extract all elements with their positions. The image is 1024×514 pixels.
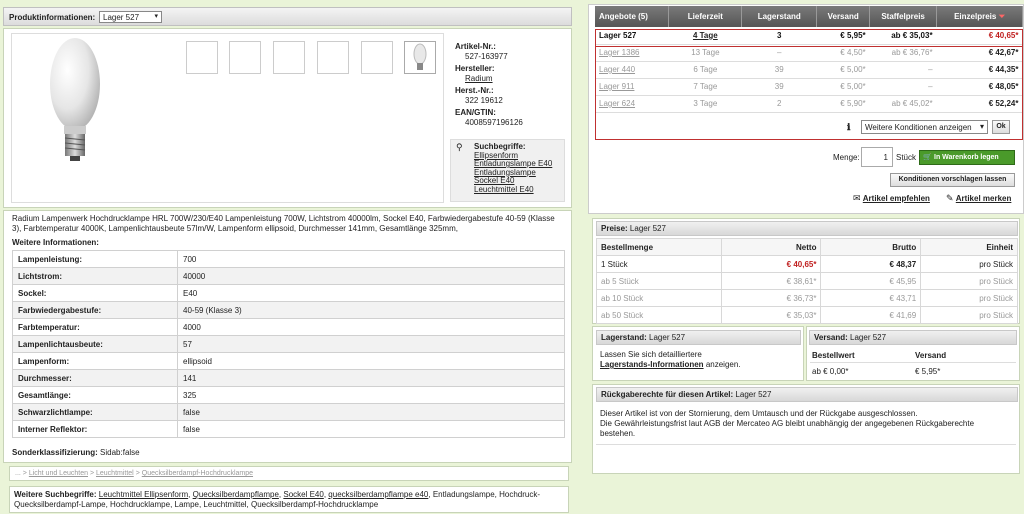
spec-key: Gesamtlänge: xyxy=(13,387,178,404)
spec-value: 325 xyxy=(178,387,565,404)
rueckgabe-title-bold: Rückgaberechte für diesen Artikel: xyxy=(601,390,734,399)
suchbegriff-link[interactable]: Entladungslampe E40 xyxy=(474,159,553,168)
offers-header[interactable]: Versand xyxy=(817,6,870,27)
rueckgabe-line2: Die Gewährleistungsfrist laut AGB der Mercateo AG bleibt unabhängig der angegebenen Rückgaberechte bestehen. xyxy=(600,419,975,438)
offer-staffelpreis: ab € 35,03* xyxy=(870,27,937,44)
spec-value: E40 xyxy=(178,285,565,302)
price-menge: ab 5 Stück xyxy=(597,273,722,290)
thumbnail[interactable] xyxy=(186,41,218,74)
weitere-such-link[interactable]: Quecksilberdampflampe xyxy=(192,490,279,499)
weitere-such-link[interactable]: Sockel E40 xyxy=(283,490,324,499)
thumbnail[interactable] xyxy=(229,41,261,74)
lamp-thumb-icon xyxy=(405,42,435,73)
price-row xyxy=(597,307,1018,324)
price-netto: € 40,65* xyxy=(721,256,821,273)
lamp-image xyxy=(45,34,105,164)
suchbegriffe-label: Suchbegriffe: xyxy=(474,142,526,151)
rueckgabe-line1: Dieser Artikel ist von der Stornierung, dem Umtausch und der Rückgabe ausgeschlossen. xyxy=(600,409,918,418)
offer-versand: € 5,90* xyxy=(817,95,870,112)
prices-header: Bestellmenge xyxy=(597,239,722,256)
offer-lagerstand: – xyxy=(742,44,817,61)
herst-nr-label: Herst.-Nr.: xyxy=(455,86,494,95)
weitere-such-separator: , xyxy=(428,490,431,499)
ok-button[interactable]: Ok xyxy=(992,120,1010,134)
thumbnail[interactable] xyxy=(361,41,393,74)
offer-versand: € 5,00* xyxy=(817,61,870,78)
search-icon: ⚲ xyxy=(456,142,463,152)
spec-key: Lampenleistung: xyxy=(13,251,178,268)
offer-einzelpreis: € 48,05* xyxy=(937,78,1023,95)
weitere-such-separator: , xyxy=(278,490,282,499)
spec-row xyxy=(13,387,565,404)
spec-value: 700 xyxy=(178,251,565,268)
thumbnail-lamp[interactable] xyxy=(404,41,436,74)
weitere-such-link[interactable]: quecksilberdampflampe e40 xyxy=(328,490,429,499)
spec-row xyxy=(13,319,565,336)
offer-lieferzeit: 3 Tage xyxy=(669,95,742,112)
lagerstand-text1: Lassen Sie sich detailliertere xyxy=(600,350,702,359)
envelope-icon: ✉ xyxy=(853,193,861,203)
offer-lieferzeit: 13 Tage xyxy=(669,44,742,61)
rueckgabe-text xyxy=(600,409,1010,439)
weitere-suchbegriffe xyxy=(9,486,569,513)
sort-down-icon: ⏷ xyxy=(998,11,1005,21)
offer-name-link[interactable]: Lager 440 xyxy=(599,65,636,74)
offer-lagerstand: 39 xyxy=(742,78,817,95)
spec-table xyxy=(12,250,565,438)
spec-value: 4000 xyxy=(178,319,565,336)
spec-key: Sockel: xyxy=(13,285,178,302)
suchbegriff-link[interactable]: Ellipsenform xyxy=(474,150,519,160)
offers-header-label: Einzelpreis xyxy=(954,11,997,21)
offers-header[interactable]: Lagerstand xyxy=(742,6,817,27)
price-menge: ab 50 Stück xyxy=(597,307,722,324)
price-menge: 1 Stück xyxy=(597,256,722,273)
offer-lieferzeit: 6 Tage xyxy=(669,61,742,78)
spec-row xyxy=(13,302,565,319)
konditionen-select-value: Weitere Konditionen anzeigen xyxy=(865,123,972,132)
chevron-down-icon: ▾ xyxy=(979,122,984,131)
artikel-nr-label: Artikel-Nr.: xyxy=(455,42,496,51)
price-netto: € 36,73* xyxy=(721,290,821,307)
breadcrumb-separator: > xyxy=(135,470,140,477)
menge-input[interactable]: 1 xyxy=(861,147,893,167)
spec-key: Durchmesser: xyxy=(13,370,178,387)
produktinfo-select[interactable] xyxy=(99,11,162,23)
price-einheit: pro Stück xyxy=(921,256,1018,273)
prices-title xyxy=(596,221,1018,236)
offer-lagerstand: 2 xyxy=(742,95,817,112)
prices-title-rest: Lager 527 xyxy=(629,224,666,233)
merken-link-wrap xyxy=(946,193,1011,204)
offers-header[interactable]: Angebote (5) xyxy=(595,6,669,27)
offer-versand: € 5,95* xyxy=(817,27,870,44)
lagerstand-title-bold: Lagerstand: xyxy=(601,333,647,342)
cart-icon: 🛒 xyxy=(923,154,932,161)
price-brutto: € 41,69 xyxy=(821,307,921,324)
suchbegriffe-box xyxy=(450,139,565,202)
konditionen-select[interactable] xyxy=(861,120,988,134)
artikel-nr: 527-163977 xyxy=(465,51,508,61)
offer-lagerstand: 3 xyxy=(742,27,817,44)
spec-key: Interner Reflektor: xyxy=(13,421,178,438)
prices-header: Brutto xyxy=(821,239,921,256)
lagerstand-title xyxy=(596,330,801,345)
offer-staffelpreis: – xyxy=(870,61,937,78)
rueckgabe-title-rest: Lager 527 xyxy=(735,390,772,399)
produktinfo-label: Produktinformationen: xyxy=(9,13,96,22)
breadcrumb-link[interactable]: Quecksilberdampf-Hochdrucklampe xyxy=(141,470,254,477)
versand-value: € 5,95* xyxy=(915,367,941,376)
spec-value: 40000 xyxy=(178,268,565,285)
artikel-empfehlen-link[interactable]: Artikel empfehlen xyxy=(862,194,930,203)
price-menge: ab 10 Stück xyxy=(597,290,722,307)
prices-header: Einheit xyxy=(921,239,1018,256)
herst-nr: 322 19612 xyxy=(465,95,503,105)
offer-versand: € 5,00* xyxy=(817,78,870,95)
spec-value: false xyxy=(178,421,565,438)
spec-row xyxy=(13,268,565,285)
price-row xyxy=(597,256,1018,273)
spec-key: Lampenlichtausbeute: xyxy=(13,336,178,353)
spec-key: Lampenform: xyxy=(13,353,178,370)
offer-staffelpreis: – xyxy=(870,78,937,95)
spec-key: Farbtemperatur: xyxy=(13,319,178,336)
weitere-such-separator: , xyxy=(323,490,327,499)
ean-label: EAN/GTIN: xyxy=(455,108,496,117)
spec-key: Farbwiedergabestufe: xyxy=(13,302,178,319)
hersteller-label: Hersteller: xyxy=(455,64,495,73)
thumbnail[interactable] xyxy=(273,41,305,74)
hersteller-link[interactable]: Radium xyxy=(465,73,493,83)
weitere-such-link[interactable]: Leuchtmittel Ellipsenform xyxy=(98,490,189,499)
offer-lieferzeit: 7 Tage xyxy=(669,78,742,95)
price-netto: € 38,61* xyxy=(721,273,821,290)
info-icon[interactable]: ℹ xyxy=(847,122,851,132)
breadcrumb-separator: > xyxy=(89,470,95,477)
offer-einzelpreis: € 42,67* xyxy=(937,44,1023,61)
versand-title-bold: Versand: xyxy=(814,333,848,342)
spec-row xyxy=(13,353,565,370)
sonder-value: Sidab:false xyxy=(100,448,140,457)
versand-header-bestellwert: Bestellwert xyxy=(812,351,855,360)
breadcrumb-link[interactable]: Leuchtmittel xyxy=(96,470,134,477)
spec-key: Lichtstrom: xyxy=(13,268,178,285)
spec-key: Schwarzlichtlampe: xyxy=(13,404,178,421)
empfehlen-link-wrap xyxy=(853,193,930,204)
product-meta xyxy=(455,42,565,127)
prices-header: Netto xyxy=(721,239,821,256)
ean: 4008597196126 xyxy=(465,117,523,127)
spec-value: 57 xyxy=(178,336,565,353)
versand-title xyxy=(809,330,1017,345)
price-netto: € 35,03* xyxy=(721,307,821,324)
offers-header[interactable]: Lieferzeit xyxy=(669,6,742,27)
price-row xyxy=(597,290,1018,307)
chevron-down-icon: ▾ xyxy=(154,13,158,20)
price-einheit: pro Stück xyxy=(921,307,1018,324)
suchbegriff-link[interactable]: Entladungslampe Sockel E40 xyxy=(474,167,536,185)
add-to-cart-label: In Warenkorb legen xyxy=(934,154,999,161)
offer-staffelpreis: ab € 36,76* xyxy=(870,44,937,61)
pencil-icon: ✎ xyxy=(946,193,954,203)
lagerstand-title-rest: Lager 527 xyxy=(649,333,686,342)
versand-header-versand: Versand xyxy=(915,351,947,360)
breadcrumb-link[interactable]: Licht und Leuchten xyxy=(28,470,88,477)
prices-table xyxy=(596,238,1018,324)
prices-title-bold: Preise: xyxy=(601,224,628,233)
offer-staffelpreis: ab € 45,02* xyxy=(870,95,937,112)
versand-divider xyxy=(810,362,1016,363)
suchbegriff-link[interactable]: Leuchtmittel E40 xyxy=(474,184,534,194)
menge-label: Menge: xyxy=(833,153,860,162)
thumbnail[interactable] xyxy=(317,41,349,74)
breadcrumb xyxy=(9,466,569,481)
offer-einzelpreis: € 44,35* xyxy=(937,61,1023,78)
spec-row xyxy=(13,421,565,438)
spec-value: false xyxy=(178,404,565,421)
price-row xyxy=(597,273,1018,290)
versand-title-rest: Lager 527 xyxy=(850,333,887,342)
produktinfo-bar xyxy=(3,7,572,26)
product-description: Radium Lampenwerk Hochdrucklampe HRL 700W/230/E40 Lampenleistung 700W, Lichtstrom 40000lm, Sockel E40, Farbwiedergabestufe 40-59 (Klasse 3), Farbtemperatur 4000K, Lampenlichtausbeute 57lm/W, Lampenform ellipsoid, Durchmesser 141mm, Gesamtlänge 325mm, xyxy=(12,214,555,233)
sonder-label: Sonderklassifizierung: xyxy=(12,448,98,457)
spec-row xyxy=(13,285,565,302)
stueck-label: Stück xyxy=(896,153,917,162)
weitere-such-label: Weitere Suchbegriffe: xyxy=(14,490,97,499)
artikel-merken-link[interactable]: Artikel merken xyxy=(955,194,1012,203)
spec-row xyxy=(13,370,565,387)
breadcrumb-prefix: ... > xyxy=(15,470,27,477)
lagerstand-text2: anzeigen. xyxy=(705,360,741,369)
offer-lagerstand: 39 xyxy=(742,61,817,78)
konditionen-vorschlagen-button[interactable]: Konditionen vorschlagen lassen xyxy=(890,173,1015,187)
sonder-row xyxy=(12,448,140,457)
price-brutto: € 48,37 xyxy=(821,256,921,273)
price-brutto: € 45,95 xyxy=(821,273,921,290)
rueckgabe-divider xyxy=(596,444,1016,445)
spec-value: ellipsoid xyxy=(178,353,565,370)
offers-selected-outline xyxy=(595,29,1023,47)
offer-lieferzeit-link[interactable]: 4 Tage xyxy=(692,30,718,40)
weitere-info-label: Weitere Informationen: xyxy=(12,238,99,247)
spec-row xyxy=(13,336,565,353)
lagerstand-info-link[interactable]: Lagerstands-Informationen xyxy=(600,360,704,369)
add-to-cart-button[interactable] xyxy=(919,150,1015,165)
spec-value: 141 xyxy=(178,370,565,387)
weitere-such-text: Entladungslampe, Hochdruck-Quecksilberdampf-Lampe, Hochdrucklampe, Lampe, Leuchtmittel, Quecksilberdampf-Hochdrucklampe xyxy=(14,490,540,509)
spec-row xyxy=(13,404,565,421)
weitere-such-separator: , xyxy=(188,490,191,499)
offer-name-link[interactable]: Lager 624 xyxy=(599,99,636,108)
rueckgabe-title xyxy=(596,387,1018,402)
spec-row xyxy=(13,251,565,268)
produktinfo-select-value: Lager 527 xyxy=(103,13,140,22)
offers-header[interactable]: Staffelpreis xyxy=(870,6,937,27)
price-einheit: pro Stück xyxy=(921,290,1018,307)
price-brutto: € 43,71 xyxy=(821,290,921,307)
offer-einzelpreis: € 52,24* xyxy=(937,95,1023,112)
offer-name: Lager 527 xyxy=(595,27,669,44)
lagerstand-text xyxy=(600,350,800,370)
offer-name-link[interactable]: Lager 911 xyxy=(599,82,635,91)
offer-versand: € 4,50* xyxy=(817,44,870,61)
price-einheit: pro Stück xyxy=(921,273,1018,290)
versand-bestellwert: ab € 0,00* xyxy=(812,367,849,376)
spec-value: 40-59 (Klasse 3) xyxy=(178,302,565,319)
offer-einzelpreis: € 40,65* xyxy=(937,27,1023,44)
offer-name-link[interactable]: Lager 1386 xyxy=(599,48,640,57)
offers-header-sorted[interactable] xyxy=(937,6,1023,27)
